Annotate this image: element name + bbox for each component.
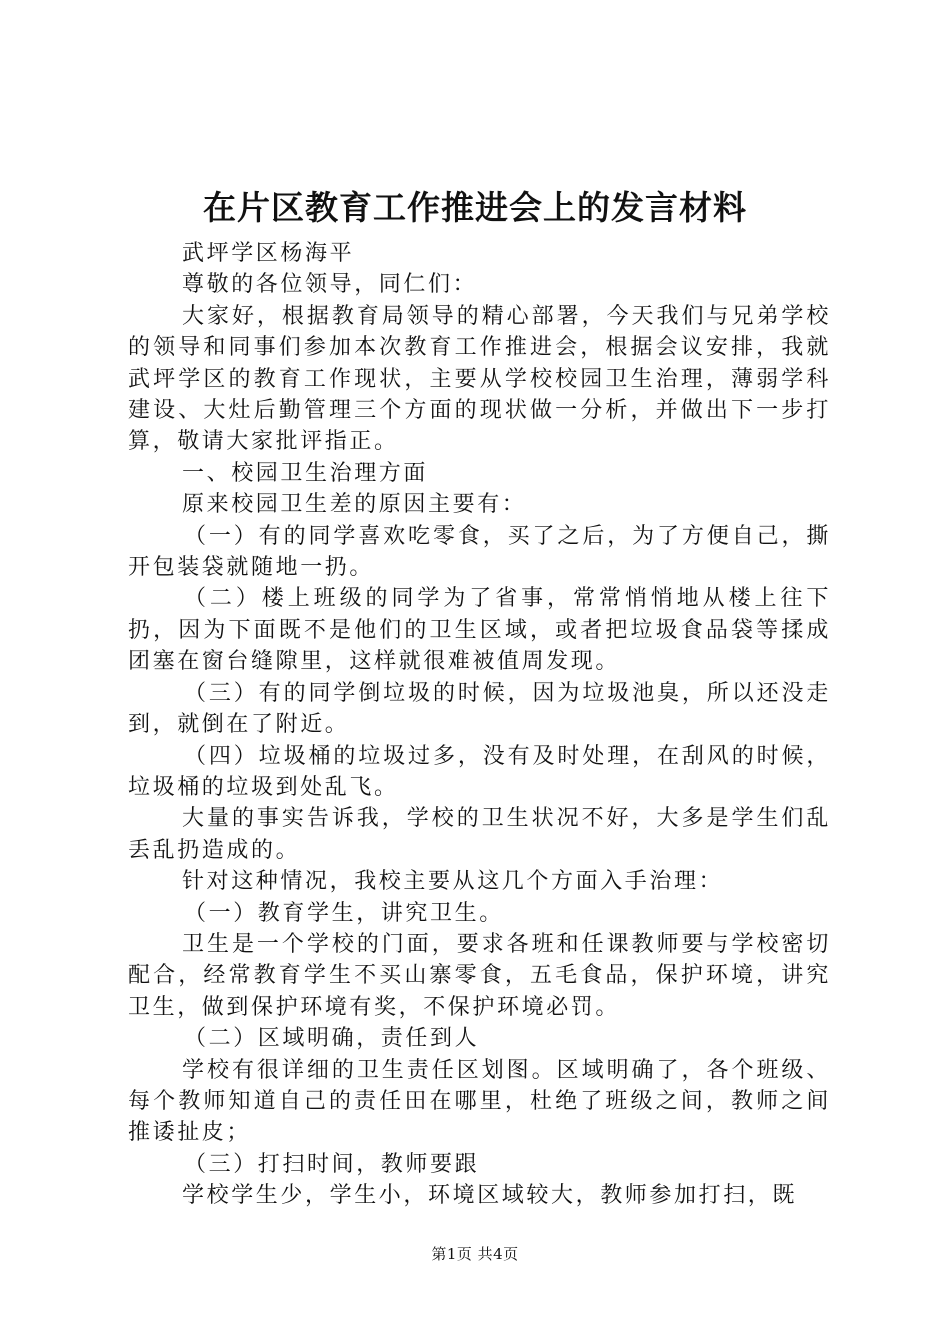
paragraph: 针对这种情况，我校主要从这几个方面入手治理： bbox=[182, 869, 724, 895]
subheading: （三）打扫时间，教师要跟 bbox=[184, 1151, 480, 1177]
list-item: （三）有的同学倒垃圾的时候，因为垃圾池臭，所以还没走到，就倒在了附近。 bbox=[128, 680, 831, 738]
document-body bbox=[128, 238, 831, 1212]
list-item: （四）垃圾桶的垃圾过多，没有及时处理，在刮风的时候，垃圾桶的垃圾到处乱飞。 bbox=[128, 743, 831, 800]
subheading: （一）教育学生，讲究卫生。 bbox=[184, 900, 504, 926]
subheading: （二）区域明确，责任到人 bbox=[184, 1026, 480, 1052]
paragraph-salutation: 尊敬的各位领导，同仁们： bbox=[182, 272, 478, 298]
paragraph-intro: 大家好，根据教育局领导的精心部署，今天我们与兄弟学校的领导和同事们参加本次教育工作推进会，根据会议安排，我就武坪学区的教育工作现状，主要从学校校园卫生治理，薄弱学科建设、大灶后勤管理三个方面的现状做一分析，并做出下一步打算，敬请大家批评指正。 bbox=[128, 303, 831, 455]
paragraph: 学校有很详细的卫生责任区划图。区域明确了，各个班级、每个教师知道自己的责任田在哪里，杜绝了班级之间，教师之间推诿扯皮； bbox=[128, 1057, 831, 1146]
document-title: 在片区教育工作推进会上的发言材料 bbox=[203, 188, 747, 227]
page-footer: 第1页 共4页 bbox=[431, 1245, 519, 1263]
list-item: （一）有的同学喜欢吃零食，买了之后，为了方便自己，撕开包装袋就随地一扔。 bbox=[128, 523, 831, 581]
paragraph: 大量的事实告诉我，学校的卫生状况不好，大多是学生们乱丢乱扔造成的。 bbox=[128, 806, 831, 863]
paragraph: 卫生是一个学校的门面，要求各班和任课教师要与学校密切配合，经常教育学生不买山寨零食，五毛食品，保护环境，讲究卫生，做到保护环境有奖，不保护环境必罚。 bbox=[128, 931, 831, 1020]
author-line: 武坪学区杨海平 bbox=[182, 241, 355, 266]
list-item: （二）楼上班级的同学为了省事，常常悄悄地从楼上往下扔，因为下面既不是他们的卫生区域，或者把垃圾食品袋等揉成团塞在窗台缝隙里，这样就很难被值周发现。 bbox=[128, 586, 831, 675]
paragraph: 原来校园卫生差的原因主要有： bbox=[182, 492, 527, 518]
section-heading: 一、校园卫生治理方面 bbox=[182, 460, 429, 486]
paragraph: 学校学生少，学生小，环境区域较大，教师参加打扫，既 bbox=[182, 1183, 798, 1209]
